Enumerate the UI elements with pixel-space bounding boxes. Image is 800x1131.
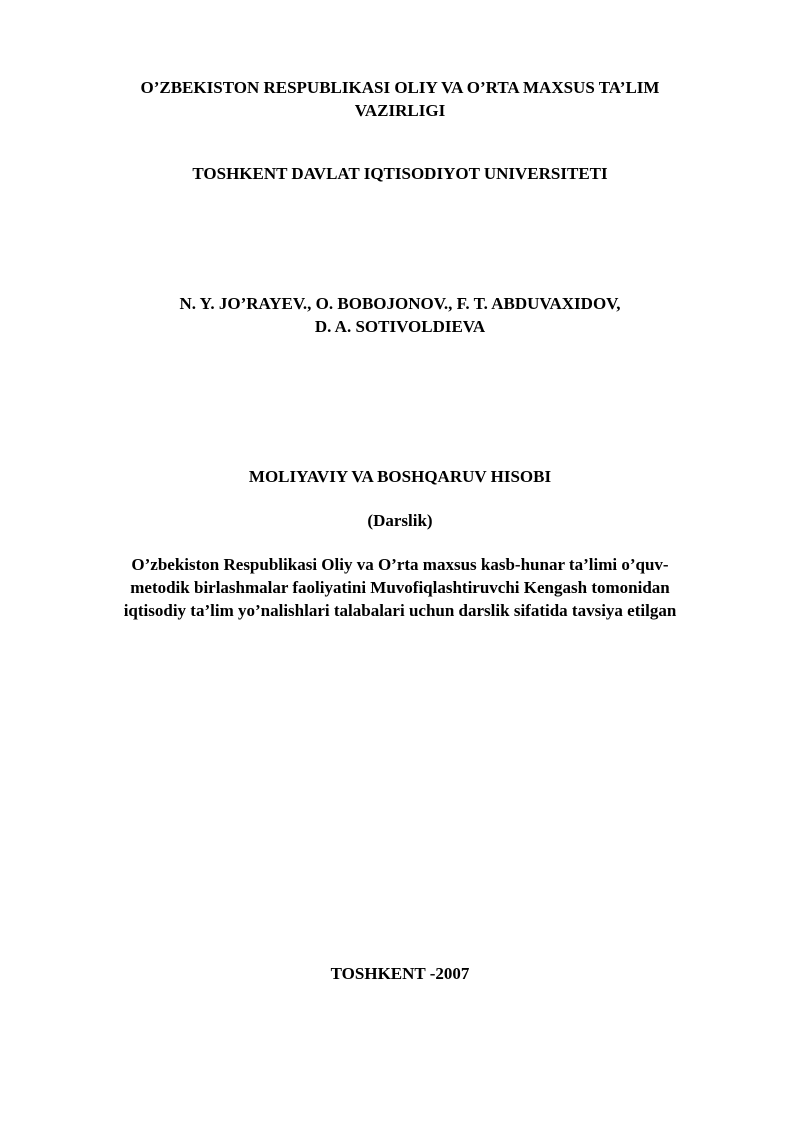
authors-line-1: N. Y. JO’RAYEV., O. BOBOJONOV., F. T. ABDUVAXIDOV, xyxy=(179,294,621,313)
ministry-line-2: VAZIRLIGI xyxy=(354,101,446,120)
university-name: TOSHKENT DAVLAT IQTISODIYOT UNIVERSITETI xyxy=(192,164,608,183)
book-subtitle: (Darslik) xyxy=(367,511,433,530)
approval-line-3: iqtisodiy ta’lim yo’nalishlari talabalari uchun darslik sifatida tavsiya etilgan xyxy=(123,601,677,620)
approval-line-1: O’zbekiston Respublikasi Oliy va O’rta maxsus kasb-hunar ta’limi o’quv- xyxy=(131,555,669,574)
place-and-year: TOSHKENT -2007 xyxy=(330,964,470,983)
approval-line-2: metodik birlashmalar faoliyatini Muvofiqlashtiruvchi Kengash tomonidan xyxy=(130,578,670,597)
book-title: MOLIYAVIY VA BOSHQARUV HISOBI xyxy=(248,467,552,486)
authors-line-2: D. A. SOTIVOLDIEVA xyxy=(314,317,486,336)
ministry-line-1: O’ZBEKISTON RESPUBLIKASI OLIY VA O’RTA MAXSUS TA’LIM xyxy=(140,78,660,97)
